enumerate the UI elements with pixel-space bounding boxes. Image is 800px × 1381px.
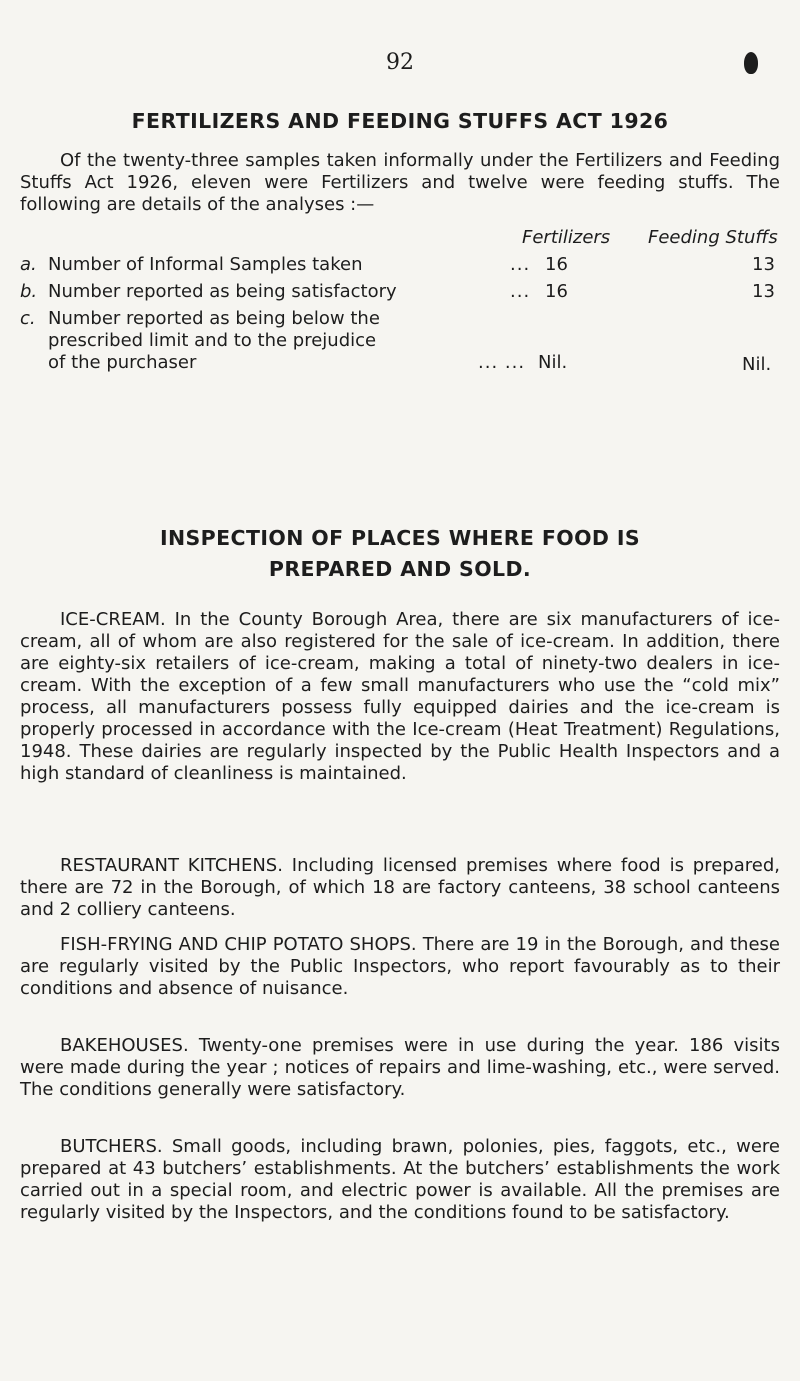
row-label-c-line2: prescribed limit and to the prejudice (48, 330, 377, 351)
row-value-a-feeding: 13 (752, 254, 775, 275)
section-heading-inspection-line2: PREPARED AND SOLD. (268, 557, 532, 581)
paragraph-bakehouses: BAKEHOUSES. Twenty-one premises were in use during the year. 186 visits were made during the year ; notices of repairs and lime-washing, etc., were served. The conditions generally were satisfactory. (20, 1035, 780, 1100)
row-leader-b: ... (510, 281, 531, 302)
column-header-fertilizers: Fertilizers (522, 227, 611, 248)
intro-paragraph: Of the twenty-three samples taken informally under the Fertilizers and Feeding Stuffs Act 1926, eleven were Fertilizers and twelve were feeding stuffs. The following are details of the analyses :— (20, 150, 780, 215)
row-label-b: Number reported as being satisfactory (48, 281, 397, 302)
row-label-a: Number of Informal Samples taken (48, 254, 363, 275)
row-value-b-fertilizers: 16 (545, 281, 568, 302)
section-heading-fertilizers: FERTILIZERS AND FEEDING STUFFS ACT 1926 (131, 109, 669, 133)
row-leader-a: ... (510, 254, 531, 275)
paragraph-ice-cream: ICE-CREAM. In the County Borough Area, there are six manufacturers of ice-cream, all of whom are also registered for the sale of ice-cream. In addition, there are eighty-six retailers of ice-cream, making a total of ninety-two dealers in ice-cream. With the exception of a few small manufacturers who use the “cold mix” process, all manufacturers possess fully equipped dairies and the ice-cream is properly processed in accordance with the Ice-cream (Heat Treatment) Regulations, 1948. These dairies are regularly inspected by the Public Health Inspectors and a high standard of cleanliness is maintained. (20, 609, 780, 784)
ink-blot-mark (744, 52, 758, 74)
row-value-c-fertilizers: Nil. (538, 352, 568, 373)
row-leader-c: ... ... (478, 352, 526, 373)
row-letter-a: a. (20, 254, 37, 275)
section-heading-inspection-line1: INSPECTION OF PLACES WHERE FOOD IS (159, 526, 641, 550)
column-header-feeding-stuffs: Feeding Stuffs (648, 227, 778, 248)
row-letter-b: b. (20, 281, 38, 302)
paragraph-fish-frying: FISH-FRYING AND CHIP POTATO SHOPS. There are 19 in the Borough, and these are regularly visited by the Public Inspectors, who report favourably as to their conditions and absence of nuisance. (20, 934, 780, 999)
page-number: 92 (386, 50, 414, 75)
row-label-c-line1: Number reported as being below the (48, 308, 380, 329)
paragraph-butchers: BUTCHERS. Small goods, including brawn, polonies, pies, faggots, etc., were prepared at 43 butchers’ establishments. At the butchers’ establishments the work carried out in a special room, and electric power is available. All the premises are regularly visited by the Inspectors, and the conditions found to be satisfactory. (20, 1136, 780, 1223)
row-value-b-feeding: 13 (752, 281, 775, 302)
row-label-c-line3: of the purchaser (48, 352, 197, 373)
row-letter-c: c. (20, 308, 36, 329)
row-value-c-feeding: Nil. (742, 354, 772, 375)
paragraph-restaurant-kitchens: RESTAURANT KITCHENS. Including licensed premises where food is prepared, there are 72 in the Borough, of which 18 are factory canteens, 38 school canteens and 2 colliery canteens. (20, 855, 780, 920)
row-value-a-fertilizers: 16 (545, 254, 568, 275)
